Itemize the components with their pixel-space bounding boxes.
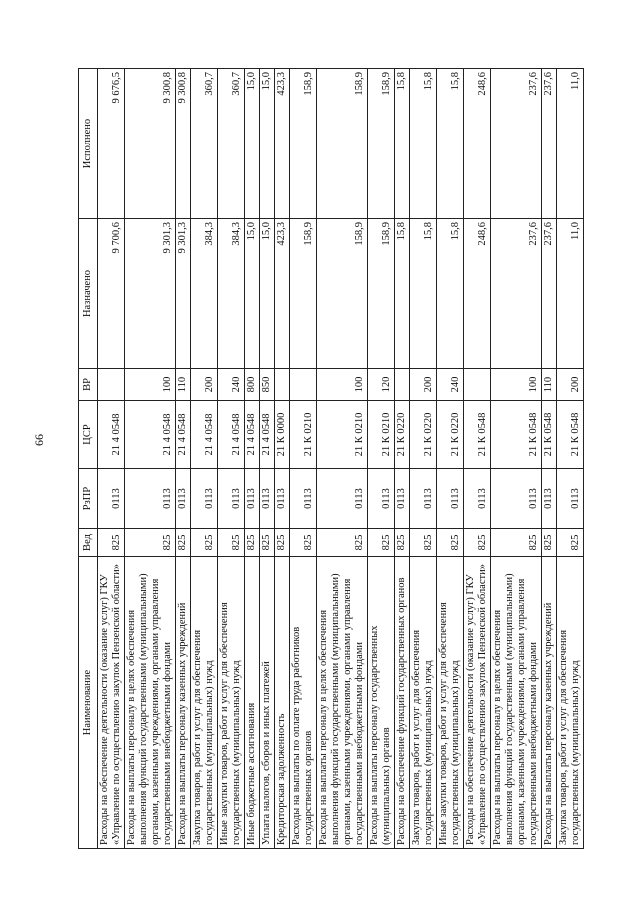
cell-planned: 384,3 bbox=[191, 219, 218, 369]
table-row bbox=[557, 69, 584, 849]
cell-planned: 15,8 bbox=[437, 219, 464, 369]
table-row bbox=[464, 69, 491, 849]
cell-planned: 423,3 bbox=[275, 219, 290, 369]
cell-planned: 158,9 bbox=[290, 219, 317, 369]
cell-vr: 110 bbox=[542, 369, 557, 401]
cell-ved: 825 bbox=[125, 529, 176, 557]
cell-vr bbox=[98, 369, 125, 401]
cell-name: Расходы на обеспечение деятельности (оказание услуг) ГКУ «Управление по осуществлению закупок Пензенской области» bbox=[98, 557, 125, 849]
cell-vr bbox=[395, 369, 410, 401]
cell-csr: 21 К 0210 bbox=[290, 401, 317, 469]
cell-csr: 21 4 0548 bbox=[245, 401, 260, 469]
table-row bbox=[191, 69, 218, 849]
cell-executed: 158,9 bbox=[290, 69, 317, 219]
cell-ved: 825 bbox=[437, 529, 464, 557]
cell-ved: 825 bbox=[491, 529, 542, 557]
table-row bbox=[260, 69, 275, 849]
cell-rzpr: 0113 bbox=[491, 469, 542, 529]
cell-rzpr: 0113 bbox=[317, 469, 368, 529]
cell-csr: 21 К 0220 bbox=[395, 401, 410, 469]
table-row bbox=[176, 69, 191, 849]
cell-rzpr: 0113 bbox=[557, 469, 584, 529]
cell-ved: 825 bbox=[275, 529, 290, 557]
table-row bbox=[542, 69, 557, 849]
table-row bbox=[491, 69, 542, 849]
budget-table bbox=[78, 68, 584, 849]
cell-executed: 360,7 bbox=[218, 69, 245, 219]
cell-name: Расходы на выплаты персоналу в целях обеспечения выполнения функций государственными (муниципальными) органами, казенными учреждениями, органами управления государственными внебюджетными фондами bbox=[317, 557, 368, 849]
cell-vr: 240 bbox=[218, 369, 245, 401]
cell-csr: 21 4 0548 bbox=[191, 401, 218, 469]
cell-name: Иные бюджетные ассигнования bbox=[245, 557, 260, 849]
cell-planned: 158,9 bbox=[368, 219, 395, 369]
cell-executed: 158,9 bbox=[368, 69, 395, 219]
cell-name: Расходы на выплаты персоналу казенных учреждений bbox=[176, 557, 191, 849]
cell-name: Расходы на обеспечение деятельности (оказание услуг) ГКУ «Управление по осуществлению закупок Пензенской области» bbox=[464, 557, 491, 849]
cell-csr: 21 4 0548 bbox=[218, 401, 245, 469]
cell-executed: 9 300,8 bbox=[125, 69, 176, 219]
cell-rzpr: 0113 bbox=[275, 469, 290, 529]
cell-executed: 15,8 bbox=[437, 69, 464, 219]
cell-planned: 11,0 bbox=[557, 219, 584, 369]
table-row bbox=[125, 69, 176, 849]
cell-executed: 15,0 bbox=[260, 69, 275, 219]
table-row bbox=[317, 69, 368, 849]
rotated-table-container bbox=[78, 69, 581, 849]
cell-rzpr: 0113 bbox=[260, 469, 275, 529]
cell-ved: 825 bbox=[98, 529, 125, 557]
cell-executed: 9 676,5 bbox=[98, 69, 125, 219]
cell-planned: 15,8 bbox=[395, 219, 410, 369]
cell-vr: 200 bbox=[191, 369, 218, 401]
cell-csr: 21 К 0210 bbox=[317, 401, 368, 469]
cell-rzpr: 0113 bbox=[176, 469, 191, 529]
cell-vr bbox=[275, 369, 290, 401]
table-body bbox=[98, 69, 584, 849]
cell-ved: 825 bbox=[317, 529, 368, 557]
cell-ved: 825 bbox=[464, 529, 491, 557]
cell-planned: 384,3 bbox=[218, 219, 245, 369]
cell-vr: 100 bbox=[317, 369, 368, 401]
cell-name: Закупка товаров, работ и услуг для обеспечения государственных (муниципальных) нужд bbox=[557, 557, 584, 849]
table-row bbox=[218, 69, 245, 849]
cell-vr: 200 bbox=[410, 369, 437, 401]
cell-name: Кредиторская задолженность bbox=[275, 557, 290, 849]
table-row bbox=[437, 69, 464, 849]
cell-rzpr: 0113 bbox=[410, 469, 437, 529]
header-csr: ЦСР bbox=[79, 401, 98, 469]
cell-executed: 423,3 bbox=[275, 69, 290, 219]
table-row bbox=[395, 69, 410, 849]
table-row bbox=[275, 69, 290, 849]
cell-rzpr: 0113 bbox=[98, 469, 125, 529]
cell-vr bbox=[464, 369, 491, 401]
cell-csr: 21 К 0548 bbox=[491, 401, 542, 469]
cell-rzpr: 0113 bbox=[395, 469, 410, 529]
cell-ved: 825 bbox=[542, 529, 557, 557]
cell-vr: 850 bbox=[260, 369, 275, 401]
cell-rzpr: 0113 bbox=[125, 469, 176, 529]
cell-ved: 825 bbox=[395, 529, 410, 557]
cell-executed: 237,6 bbox=[542, 69, 557, 219]
cell-name: Иные закупки товаров, работ и услуг для обеспечения государственных (муниципальных) нужд bbox=[437, 557, 464, 849]
cell-csr: 21 4 0548 bbox=[98, 401, 125, 469]
cell-rzpr: 0113 bbox=[437, 469, 464, 529]
cell-vr: 100 bbox=[125, 369, 176, 401]
cell-name: Закупка товаров, работ и услуг для обеспечения государственных (муниципальных) нужд bbox=[191, 557, 218, 849]
cell-rzpr: 0113 bbox=[464, 469, 491, 529]
header-ved: Вед bbox=[79, 529, 98, 557]
cell-name: Иные закупки товаров, работ и услуг для обеспечения государственных (муниципальных) нужд bbox=[218, 557, 245, 849]
cell-rzpr: 0113 bbox=[290, 469, 317, 529]
cell-ved: 825 bbox=[290, 529, 317, 557]
header-row bbox=[79, 69, 98, 849]
cell-planned: 248,6 bbox=[464, 219, 491, 369]
page-number: 66 bbox=[32, 434, 46, 446]
cell-name: Расходы на выплаты персоналу в целях обеспечения выполнения функций государственными (муниципальными) органами, казенными учреждениями, органами управления государственными внебюджетными фондами bbox=[125, 557, 176, 849]
table-header bbox=[79, 69, 98, 849]
cell-ved: 825 bbox=[368, 529, 395, 557]
cell-ved: 825 bbox=[557, 529, 584, 557]
table-row bbox=[245, 69, 260, 849]
cell-vr: 120 bbox=[368, 369, 395, 401]
cell-vr: 800 bbox=[245, 369, 260, 401]
cell-csr: 21 4 0548 bbox=[260, 401, 275, 469]
cell-csr: 21 К 0220 bbox=[437, 401, 464, 469]
cell-ved: 825 bbox=[218, 529, 245, 557]
cell-vr: 200 bbox=[557, 369, 584, 401]
cell-csr: 21 К 0548 bbox=[557, 401, 584, 469]
cell-name: Расходы на выплаты персоналу казенных учреждений bbox=[542, 557, 557, 849]
cell-name: Расходы на обеспечение функций государственных органов bbox=[395, 557, 410, 849]
cell-vr: 100 bbox=[491, 369, 542, 401]
cell-vr bbox=[290, 369, 317, 401]
cell-name: Уплата налогов, сборов и иных платежей bbox=[260, 557, 275, 849]
header-planned: Назначено bbox=[79, 219, 98, 369]
cell-csr: 21 4 0548 bbox=[176, 401, 191, 469]
cell-executed: 15,0 bbox=[245, 69, 260, 219]
cell-csr: 21 К 0000 bbox=[275, 401, 290, 469]
cell-planned: 158,9 bbox=[317, 219, 368, 369]
cell-executed: 11,0 bbox=[557, 69, 584, 219]
cell-rzpr: 0113 bbox=[368, 469, 395, 529]
cell-csr: 21 К 0210 bbox=[368, 401, 395, 469]
cell-rzpr: 0113 bbox=[218, 469, 245, 529]
cell-executed: 9 300,8 bbox=[176, 69, 191, 219]
table-row bbox=[410, 69, 437, 849]
cell-ved: 825 bbox=[191, 529, 218, 557]
cell-ved: 825 bbox=[245, 529, 260, 557]
cell-csr: 21 К 0548 bbox=[542, 401, 557, 469]
cell-csr: 21 К 0548 bbox=[464, 401, 491, 469]
table-row bbox=[290, 69, 317, 849]
cell-vr: 110 bbox=[176, 369, 191, 401]
table-row bbox=[98, 69, 125, 849]
cell-name: Закупка товаров, работ и услуг для обеспечения государственных (муниципальных) нужд bbox=[410, 557, 437, 849]
header-rzpr: РзПР bbox=[79, 469, 98, 529]
cell-vr: 240 bbox=[437, 369, 464, 401]
cell-csr: 21 4 0548 bbox=[125, 401, 176, 469]
cell-executed: 15,8 bbox=[410, 69, 437, 219]
cell-ved: 825 bbox=[176, 529, 191, 557]
cell-planned: 9 700,6 bbox=[98, 219, 125, 369]
cell-rzpr: 0113 bbox=[542, 469, 557, 529]
cell-executed: 15,8 bbox=[395, 69, 410, 219]
cell-planned: 9 301,3 bbox=[125, 219, 176, 369]
cell-rzpr: 0113 bbox=[245, 469, 260, 529]
cell-rzpr: 0113 bbox=[191, 469, 218, 529]
cell-planned: 237,6 bbox=[542, 219, 557, 369]
cell-executed: 248,6 bbox=[464, 69, 491, 219]
cell-ved: 825 bbox=[410, 529, 437, 557]
cell-planned: 9 301,3 bbox=[176, 219, 191, 369]
cell-planned: 15,0 bbox=[245, 219, 260, 369]
cell-planned: 15,8 bbox=[410, 219, 437, 369]
cell-planned: 15,0 bbox=[260, 219, 275, 369]
cell-name: Расходы на выплаты персоналу в целях обеспечения выполнения функций государственными (муниципальными) органами, казенными учреждениями, органами управления государственными внебюджетными фондами bbox=[491, 557, 542, 849]
cell-csr: 21 К 0220 bbox=[410, 401, 437, 469]
cell-planned: 237,6 bbox=[491, 219, 542, 369]
header-vr: ВР bbox=[79, 369, 98, 401]
table-row bbox=[368, 69, 395, 849]
header-name: Наименование bbox=[79, 557, 98, 849]
cell-ved: 825 bbox=[260, 529, 275, 557]
cell-executed: 237,6 bbox=[491, 69, 542, 219]
cell-executed: 158,9 bbox=[317, 69, 368, 219]
cell-name: Расходы на выплаты персоналу государственных (муниципальных) органов bbox=[368, 557, 395, 849]
cell-name: Расходы на выплаты по оплате труда работников государственных органов bbox=[290, 557, 317, 849]
header-executed: Исполнено bbox=[79, 69, 98, 219]
cell-executed: 360,7 bbox=[191, 69, 218, 219]
